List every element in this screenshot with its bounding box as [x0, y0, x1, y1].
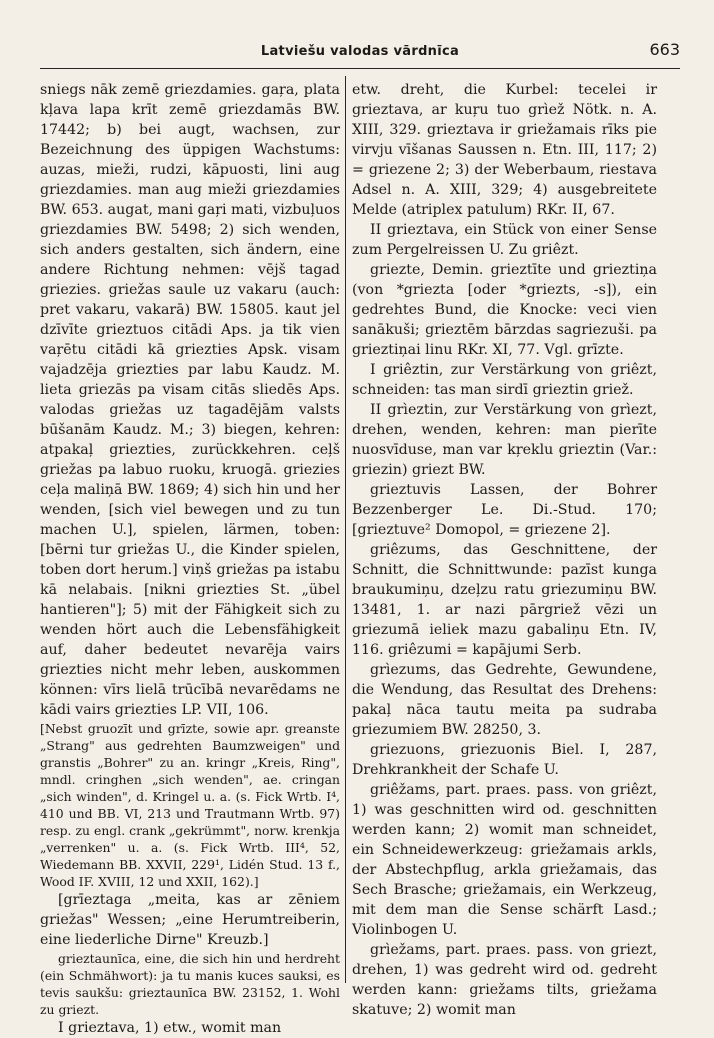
dictionary-entry: [Nebst gruozīt und grīzte, sowie apr. greanste „Strang" aus gedrehten Baumzweigen" und granstis „Bohrer" zu an. kringr „Kreis, Ring", mndl. cringhen „sich wenden", ae. cringan „sich winden", d. Kringel u. a. (s. Fick Wrtb. I⁴, 410 und BB. VI, 213 und Trautmann Wrtb. 97) resp. zu engl. crank „gekrümmt", norw. krenkja „verrenken" u. a. (s. Fick Wrtb. III⁴, 52, Wiedemann BB. XXVII, 229¹, Lidén Stud. 13 f., Wood IF. XVIII, 12 und XXII, 162).] — [40, 721, 340, 889]
dictionary-entry: etw. dreht, die Kurbel: tecelei ir grieztava, ar kuŗu tuo grìež Nötk. n. A. XIII, 329. grieztava ir griežamais rīks pie virvju vīšanas Saussen n. Etn. III, 117; 2) = griezene 2; 3) der Weberbaum, riestava Adsel n. A. XIII, 329; 4) ausgebreitete Melde (atriplex patulum) RKr. II, 67. — [352, 82, 657, 218]
dictionary-entry: griezte, Demin. grieztīte und grieztiņa (von *griezta [oder *griezts, -s]), ein gedrehtes Bund, die Knocke: veci vien sanākuši; grieztēm bārzdas sagriezuši. pa grieztiņai linu RKr. XI, 77. Vgl. grīzte. — [352, 262, 657, 358]
left-column — [40, 80, 340, 1036]
dictionary-entry: grieztuvis Lassen, der Bohrer Bezzenberger Le. Di.-Stud. 170; [grieztuve² Domopol, = griezene 2]. — [352, 482, 657, 538]
dictionary-entry: griezuons, griezuonis Biel. I, 287, Drehkrankheit der Schafe U. — [352, 742, 657, 778]
dictionary-entry: grìezums, das Gedrehte, Gewundene, die Wendung, das Resultat des Drehens: pakaļ nāca tautu meita pa sudraba griezumiem BW. 28250, 3. — [352, 662, 657, 738]
dictionary-entry: I griêztin, zur Verstärkung von griêzt, schneiden: tas man sirdī grieztin griež. — [352, 362, 657, 398]
dictionary-entry: II grìeztin, zur Verstärkung von grìezt, drehen, wenden, kehren: man pierīte nuosvīduse, man var kŗeklu grieztin (Var.: griezin) griezt BW. — [352, 402, 657, 478]
dictionary-entry: II grieztava, ein Stück von einer Sense zum Pergelreissen U. Zu griêzt. — [352, 222, 657, 258]
right-column — [352, 80, 657, 1018]
header-rule — [40, 68, 680, 69]
dictionary-entry: [grīeztaga „meita, kas ar zēniem griežas" Wessen; „eine Herumtreiberin, eine liederliche Dirne" Kreuzb.] — [40, 892, 340, 948]
running-title: Latviešu valodas vārdnīca — [260, 44, 460, 59]
dictionary-entry: grieztaunīca, eine, die sich hin und herdreht (ein Schmähwort): ja tu manis kuces sauksi, es tevis saukšu: grieztaunīca BW. 23152, 1. Wohl zu griezt. — [40, 951, 340, 1017]
dictionary-entry: sniegs nāk zemē griezdamies. gaŗa, plata kļava lapa krīt zemē griezdamās BW. 17442; b) bei augt, wachsen, zur Bezeichnung des üppigen Wachstums: auzas, mieži, rudzi, kāpuosti, lini aug griezdamies. man aug mieži griezdamies BW. 653. augat, mani gaŗi mati, vizbuļuos griezdamies BW. 5498; 2) sich wenden, sich anders gestalten, sich ändern, eine andere Richtung nehmen: vējš tagad griezies. griežas saule uz vakaru (auch: pret vakaru, vakarā) BW. 15805. kaut jel dzīvīte grieztuos citādi Aps. ja tik vien vaŗētu citādi kā griezties Apsk. visam vajadzēja griezties par labu Kaudz. M. lieta griezās pa visam citās sliedēs Aps. valodas griežas uz tagadējām valsts būšanām Kaudz. M.; 3) biegen, kehren: atpakaļ griezties, zurückkehren. ceļš griežas pa labuo ruoku, kruogā. griezies ceļa maliņā BW. 1869; 4) sich hin und her wenden, [sich viel bewegen und zu tun machen U.], spielen, lärmen, toben: [bērni tur griežas U., die Kinder spielen, toben dort herum.] viņš griežas pa istabu kā nelabais. [nikni griezties St. „übel hantieren"]; 5) mit der Fähigkeit sich zu wenden hört auch die Lebensfähigkeit auf, daher bedeutet nevarēja vairs griezties nicht mehr leben, auskommen können: vīrs lielā trūcībā nevarēdams ne kādi vairs griezties LP. VII, 106. — [40, 82, 340, 718]
dictionary-entry: I grieztava, 1) etw., womit man — [58, 1020, 282, 1036]
dictionary-entry: griêžams, part. praes. pass. von griêzt, 1) was geschnitten wird od. geschnitten werden kann; 2) womit man schneidet, ein Schneidewerkzeug: griežamais arkls, der Abstechpflug, arkla griežamais, das Sech Brasche; griežamais, ein Werkzeug, mit dem man die Sense schärft Lasd.; Violinbogen U. — [352, 782, 657, 938]
column-divider — [345, 76, 346, 983]
dictionary-entry: grìežams, part. praes. pass. von griezt, drehen, 1) was gedreht wird od. gedreht werden kann: griežams tilts, griežama skatuve; 2) womit man — [352, 942, 657, 1018]
dictionary-entry: griêzums, das Geschnittene, der Schnitt, die Schnittwunde: pazīst kunga braukumiņu, dzeļzu ratu griezumiņu BW. 13481, 1. ar nazi pārgriež vēzi un griezumā ieliek mazu gabaliņu Etn. IV, 116. griêzumi = kapājumi Serb. — [352, 542, 657, 658]
page-number: 663 — [649, 40, 680, 59]
page-header — [40, 34, 680, 66]
